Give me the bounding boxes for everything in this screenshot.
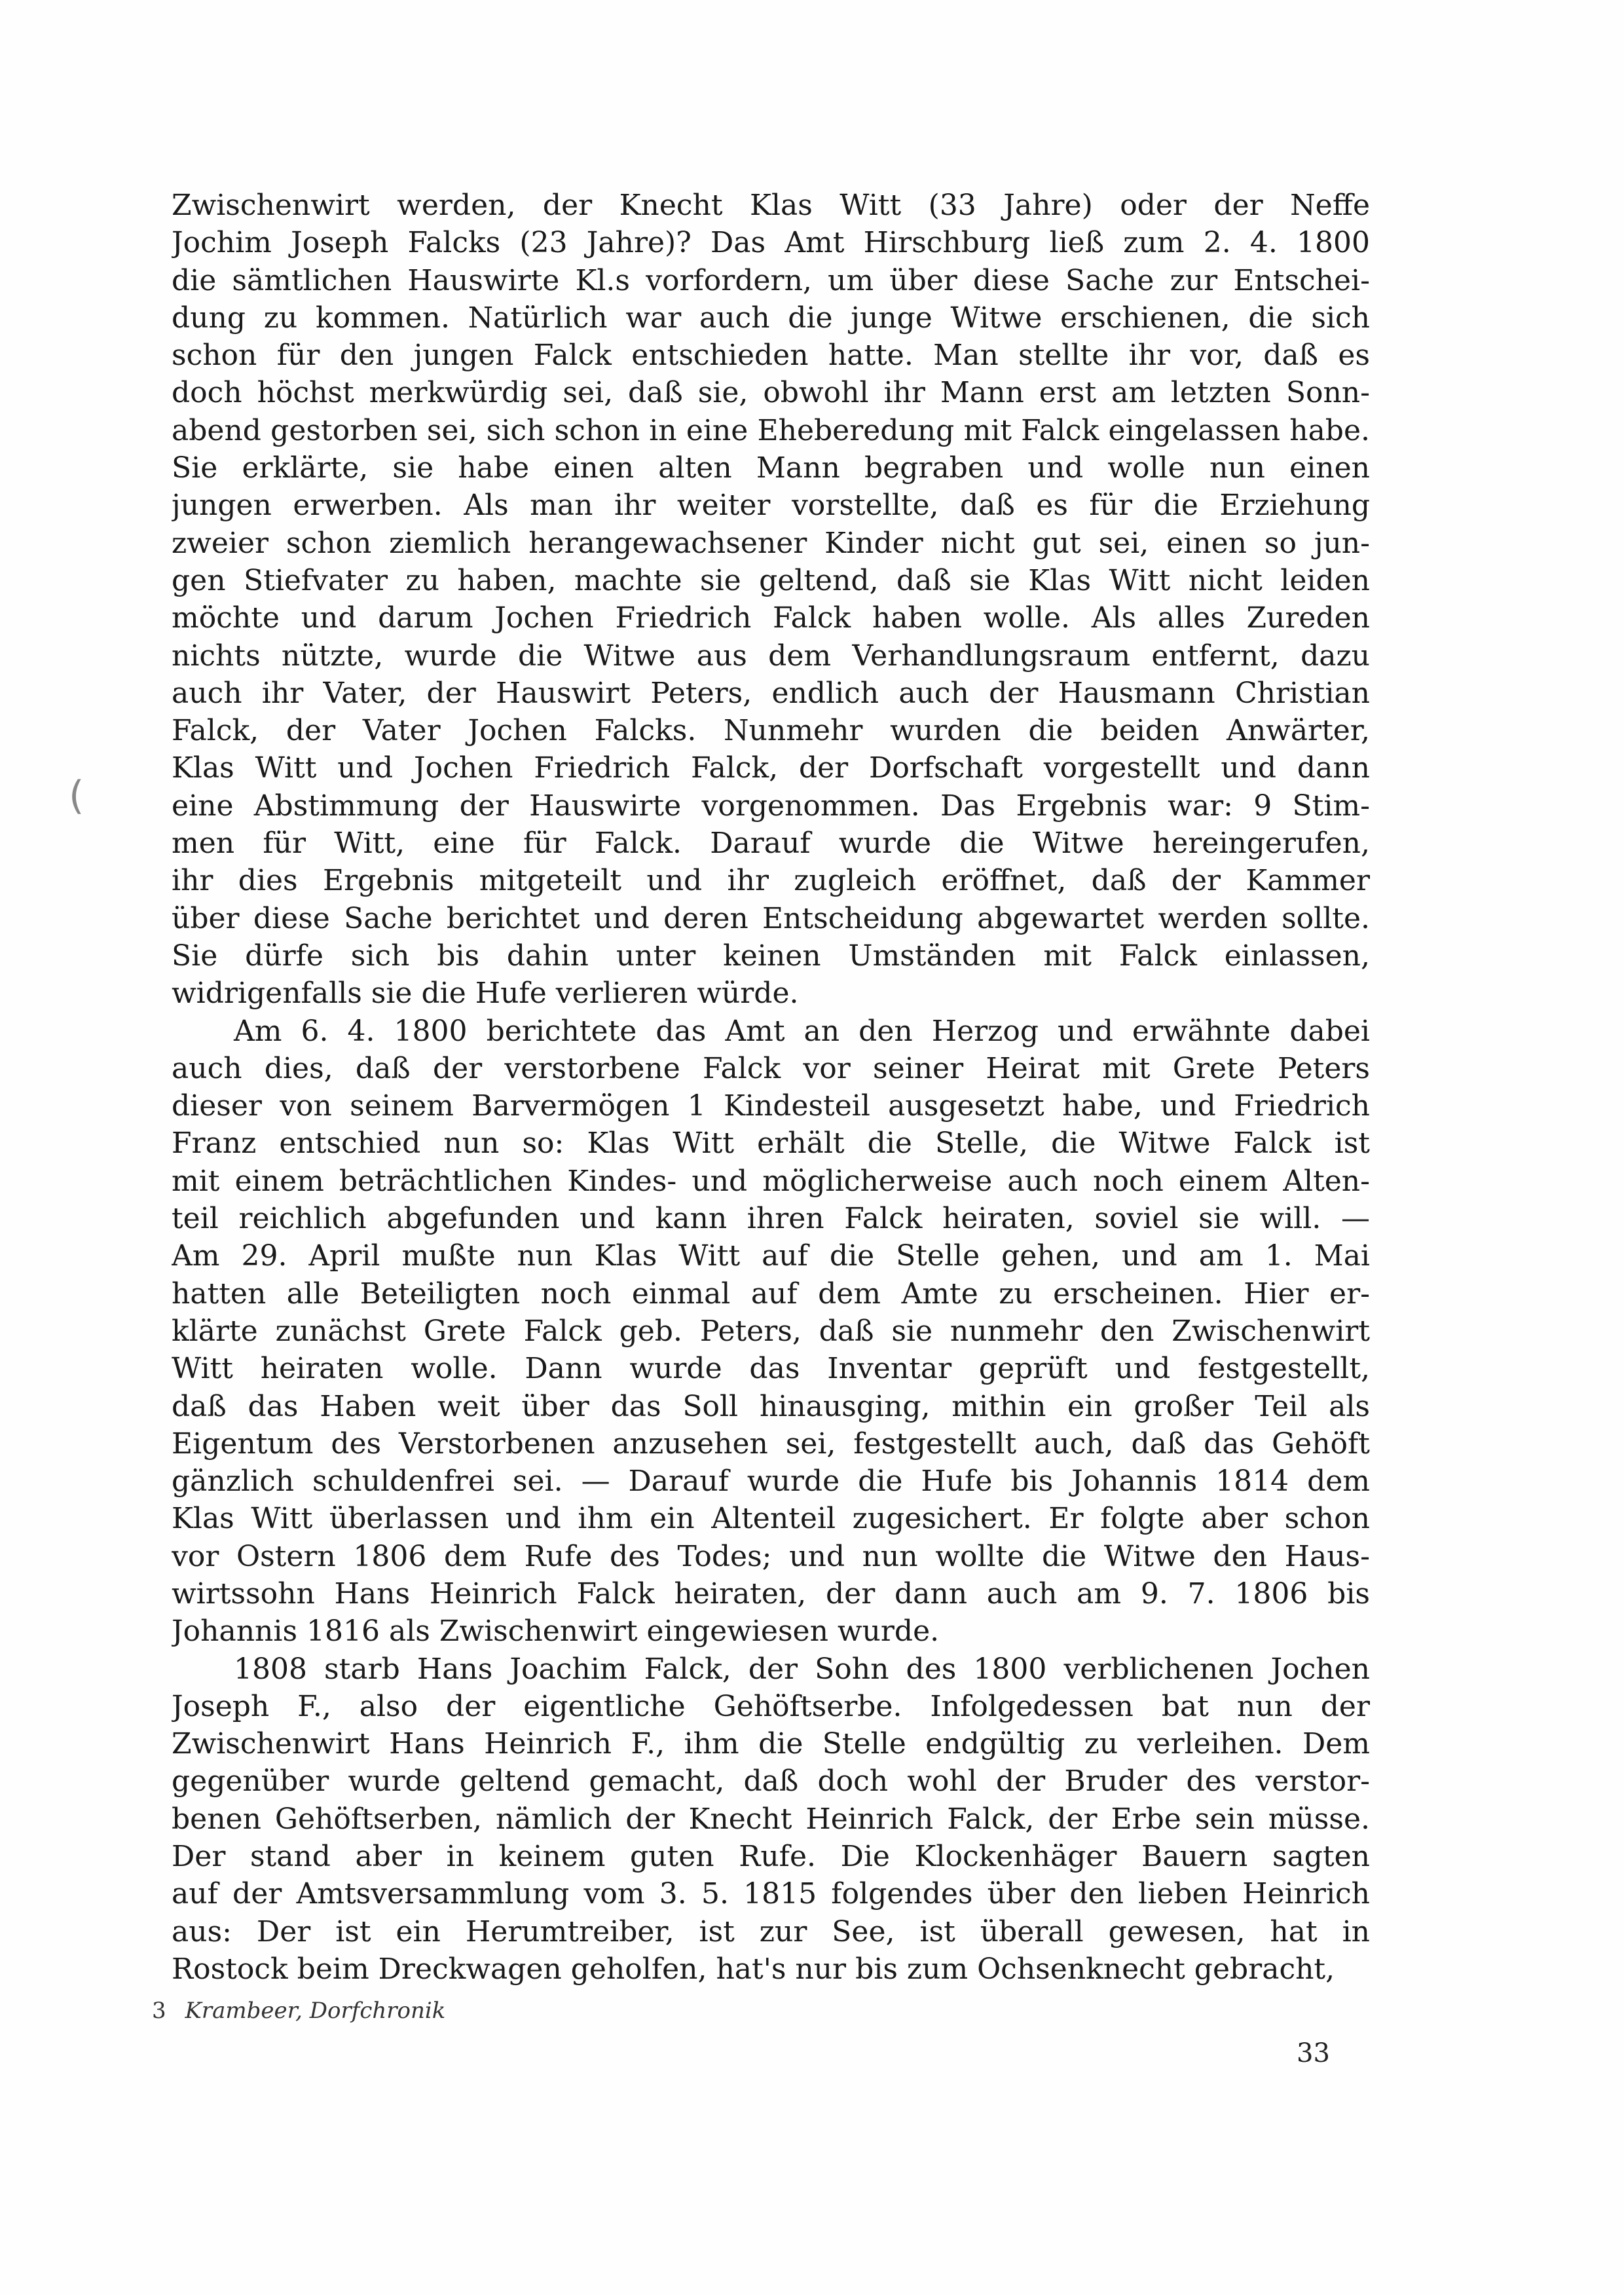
page-number: 33 [1297,2038,1330,2068]
text-line: teil reichlich abgefunden und kann ihren Falck heiraten, soviel sie will. — [172,1202,1370,1236]
paragraph [172,1651,1370,1988]
text-line: men für Witt, eine für Falck. Darauf wurde die Witwe hereingerufen, [172,827,1370,861]
text-line: eine Abstimmung der Hauswirte vorgenommen. Das Ergebnis war: 9 Stim- [172,789,1370,823]
text-line: Zwischenwirt Hans Heinrich F., ihm die Stelle endgültig zu verleihen. Dem [172,1727,1370,1761]
text-line: aus: Der ist ein Herumtreiber, ist zur See, ist überall gewesen, hat in [172,1914,1370,1949]
text-line: hatten alle Beteiligten noch einmal auf dem Amte zu erscheinen. Hier er- [172,1277,1370,1311]
text-line: Eigentum des Verstorbenen anzusehen sei, festgestellt auch, daß das Gehöft [172,1427,1370,1461]
text-line: mit einem beträchtlichen Kindes- und möglicherweise auch noch einem Alten- [172,1164,1370,1198]
text-line: auch dies, daß der verstorbene Falck vor seiner Heirat mit Grete Peters [172,1051,1370,1085]
margin-mark: ( [69,773,84,819]
text-line: Am 29. April mußte nun Klas Witt auf die Stelle gehen, und am 1. Mai [172,1239,1370,1273]
text-line: daß das Haben weit über das Soll hinausging, mithin ein großer Teil als [172,1389,1370,1423]
text-line: Zwischenwirt werden, der Knecht Klas Witt (33 Jahre) oder der Neffe [172,189,1370,222]
text-line: Klas Witt überlassen und ihm ein Altenteil zugesichert. Er folgte aber schon [172,1502,1370,1536]
page-footer [152,1998,445,2024]
text-line: Der stand aber in keinem guten Rufe. Die Klockenhäger Bauern sagten [172,1840,1370,1874]
signature-mark: 3 [152,1998,166,2024]
body-text [172,187,1370,1988]
text-line: zweier schon ziemlich herangewachsener Kinder nicht gut sei, einen so jun- [172,526,1370,560]
text-line: Sie erklärte, sie habe einen alten Mann begraben und wolle nun einen [172,451,1370,485]
paragraph [172,187,1370,1013]
text-line: Klas Witt und Jochen Friedrich Falck, der Dorfschaft vorgestellt und dann [172,751,1370,785]
text-line: dieser von seinem Barvermögen 1 Kindesteil ausgesetzt habe, und Friedrich [172,1089,1370,1123]
text-line: auf der Amtsversammlung vom 3. 5. 1815 folgendes über den lieben Heinrich [172,1877,1370,1911]
text-line: vor Ostern 1806 dem Rufe des Todes; und nun wollte die Witwe den Haus- [172,1539,1370,1573]
paragraph [172,1013,1370,1651]
text-line: möchte und darum Jochen Friedrich Falck haben wolle. Als alles Zureden [172,601,1370,635]
text-line: Johannis 1816 als Zwischenwirt eingewiesen wurde. [172,1614,940,1649]
text-line: Franz entschied nun so: Klas Witt erhält die Stelle, die Witwe Falck ist [172,1127,1370,1161]
text-line: schon für den jungen Falck entschieden hatte. Man stellte ihr vor, daß es [172,339,1370,373]
text-line: Jochim Joseph Falcks (23 Jahre)? Das Amt Hirschburg ließ zum 2. 4. 1800 [172,226,1370,260]
text-line: gegenüber wurde geltend gemacht, daß doch wohl der Bruder des verstor- [172,1764,1370,1799]
text-line: benen Gehöftserben, nämlich der Knecht Heinrich Falck, der Erbe sein müsse. [172,1802,1370,1836]
text-line: jungen erwerben. Als man ihr weiter vorstellte, daß es für die Erziehung [172,489,1370,523]
text-line: Am 6. 4. 1800 berichtete das Amt an den Herzog und erwähnte dabei [234,1014,1370,1048]
text-line: Rostock beim Dreckwagen geholfen, hat's nur bis zum Ochsenknecht gebracht, [172,1952,1335,1986]
text-line: ihr dies Ergebnis mitgeteilt und ihr zugleich eröffnet, daß der Kammer [172,864,1370,898]
text-line: doch höchst merkwürdig sei, daß sie, obwohl ihr Mann erst am letzten Sonn- [172,376,1370,410]
text-line: 1808 starb Hans Joachim Falck, der Sohn des 1800 verblichenen Jochen [234,1652,1370,1686]
text-line: Sie dürfe sich bis dahin unter keinen Umständen mit Falck einlassen, [172,939,1370,973]
text-line: Joseph F., also der eigentliche Gehöftserbe. Infolgedessen bat nun der [172,1689,1370,1723]
text-line: Witt heiraten wolle. Dann wurde das Inventar geprüft und festgestellt, [172,1352,1370,1386]
text-line: nichts nützte, wurde die Witwe aus dem Verhandlungsraum entfernt, dazu [172,639,1370,673]
text-line: über diese Sache berichtet und deren Entscheidung abgewartet werden sollte. [172,901,1370,935]
text-line: Falck, der Vater Jochen Falcks. Nunmehr wurden die beiden Anwärter, [172,714,1370,748]
text-line: auch ihr Vater, der Hauswirt Peters, endlich auch der Hausmann Christian [172,676,1370,710]
text-line: wirtssohn Hans Heinrich Falck heiraten, der dann auch am 9. 7. 1806 bis [172,1577,1370,1611]
text-line: gänzlich schuldenfrei sei. — Darauf wurde die Hufe bis Johannis 1814 dem [172,1465,1370,1499]
text-line: klärte zunächst Grete Falck geb. Peters, daß sie nunmehr den Zwischenwirt [172,1314,1370,1348]
text-line: widrigenfalls sie die Hufe verlieren würde. [172,977,799,1011]
text-line: gen Stiefvater zu haben, machte sie geltend, daß sie Klas Witt nicht leiden [172,563,1370,597]
text-line: abend gestorben sei, sich schon in eine Eheberedung mit Falck eingelassen habe. [172,413,1370,447]
text-line: die sämtlichen Hauswirte Kl.s vorfordern, um über diese Sache zur Entschei- [172,263,1370,297]
running-title: Krambeer, Dorfchronik [185,1998,446,2024]
text-line: dung zu kommen. Natürlich war auch die junge Witwe erschienen, die sich [172,301,1370,335]
